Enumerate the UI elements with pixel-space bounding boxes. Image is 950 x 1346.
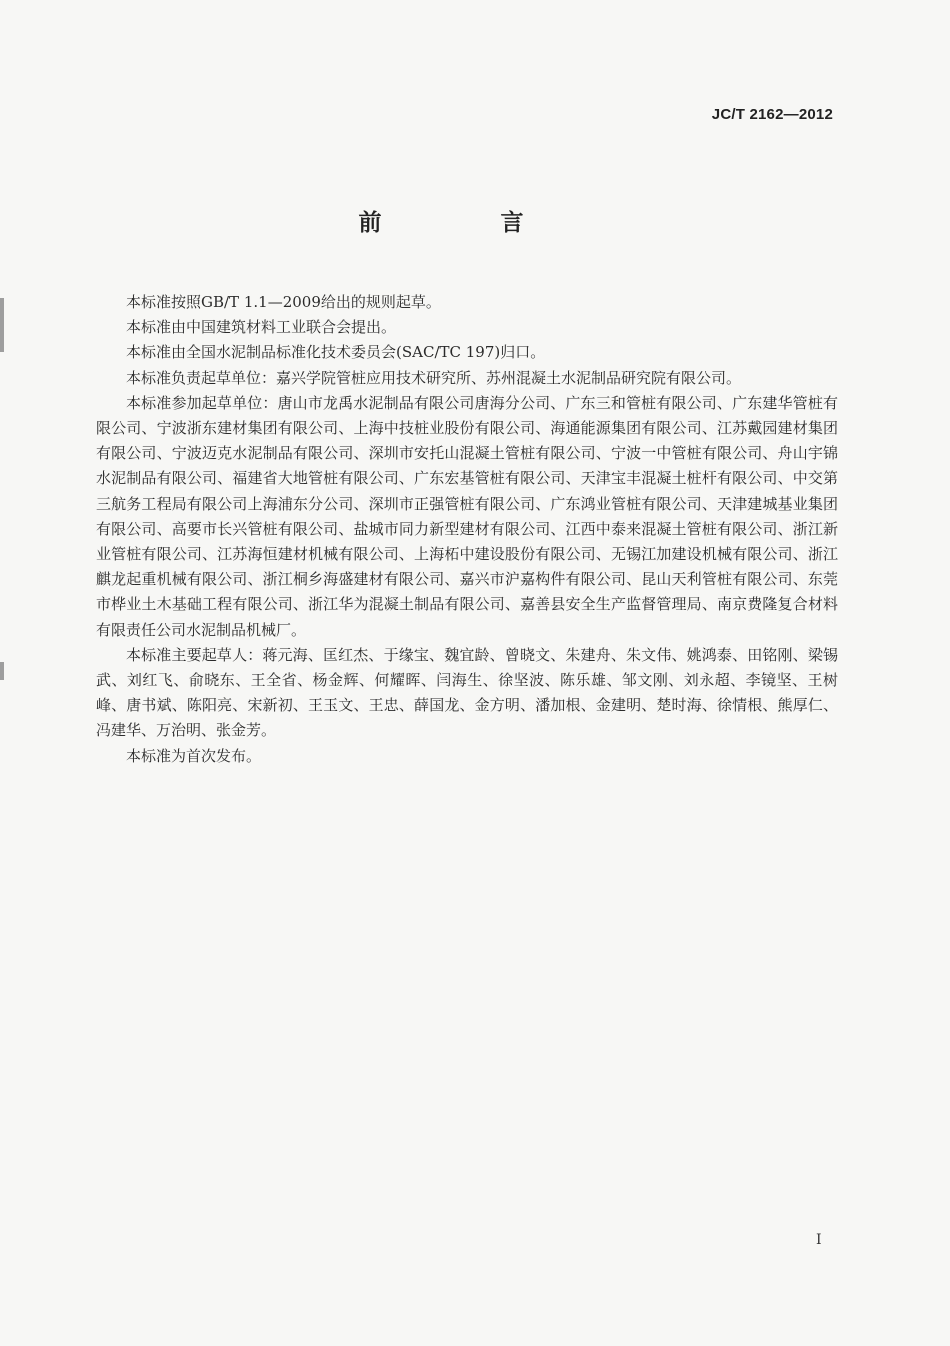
preface-body <box>96 290 838 769</box>
paragraph-lead-drafters: 本标准负责起草单位：嘉兴学院管桩应用技术研究所、苏州混凝土水泥制品研究院有限公司。 <box>126 368 742 387</box>
standard-code: JC/T 2162—2012 <box>711 106 833 123</box>
paragraph-technical-committee: 本标准由全国水泥制品标准化技术委员会(SAC/TC 197)归口。 <box>126 343 546 362</box>
page-title: 前 言 <box>358 209 572 236</box>
scan-edge-mark <box>0 662 4 680</box>
paragraph-proposer: 本标准由中国建筑材料工业联合会提出。 <box>126 318 397 337</box>
paragraph-first-release: 本标准为首次发布。 <box>126 746 262 765</box>
paragraph-main-drafters: 本标准主要起草人：蒋元海、匡红杰、于缘宝、魏宜龄、曾晓文、朱建舟、朱文伟、姚鸿泰、田铭刚、梁锡武、刘红飞、俞晓东、王全省、杨金辉、何耀晖、闫海生、徐坚波、陈乐雄、邹文刚、刘永超、李镜坚、王树峰、唐书斌、陈阳亮、宋新初、王玉文、王忠、薛国龙、金方明、潘加根、金建明、楚时海、徐情根、熊厚仁、冯建华、万治明、张金芳。 <box>96 645 838 740</box>
page-number: I <box>816 1232 822 1248</box>
scan-edge-mark <box>0 298 4 352</box>
paragraph-participating-units: 本标准参加起草单位：唐山市龙禹水泥制品有限公司唐海分公司、广东三和管桩有限公司、广东建华管桩有限公司、宁波浙东建材集团有限公司、上海中技桩业股份有限公司、海通能源集团有限公司、江苏戴园建材集团有限公司、宁波迈克水泥制品有限公司、深圳市安托山混凝土管桩有限公司、宁波一中管桩有限公司、舟山宇锦水泥制品有限公司、福建省大地管桩有限公司、广东宏基管桩有限公司、天津宝丰混凝土桩杆有限公司、中交第三航务工程局有限公司上海浦东分公司、深圳市正强管桩有限公司、广东鸿业管桩有限公司、天津建城基业集团有限公司、高要市长兴管桩有限公司、盐城市同力新型建材有限公司、江西中泰来混凝土管桩有限公司、浙江新业管桩有限公司、江苏海恒建材机械有限公司、上海柘中建设股份有限公司、无锡江加建设机械有限公司、浙江麒龙起重机械有限公司、浙江桐乡海盛建材有限公司、嘉兴市沪嘉构件有限公司、昆山天利管桩有限公司、东莞市桦业土木基础工程有限公司、浙江华为混凝土制品有限公司、嘉善县安全生产监督管理局、南京费隆复合材料有限责任公司水泥制品机械厂。 <box>96 393 838 639</box>
paragraph-drafting-rules: 本标准按照GB/T 1.1—2009给出的规则起草。 <box>126 293 441 311</box>
